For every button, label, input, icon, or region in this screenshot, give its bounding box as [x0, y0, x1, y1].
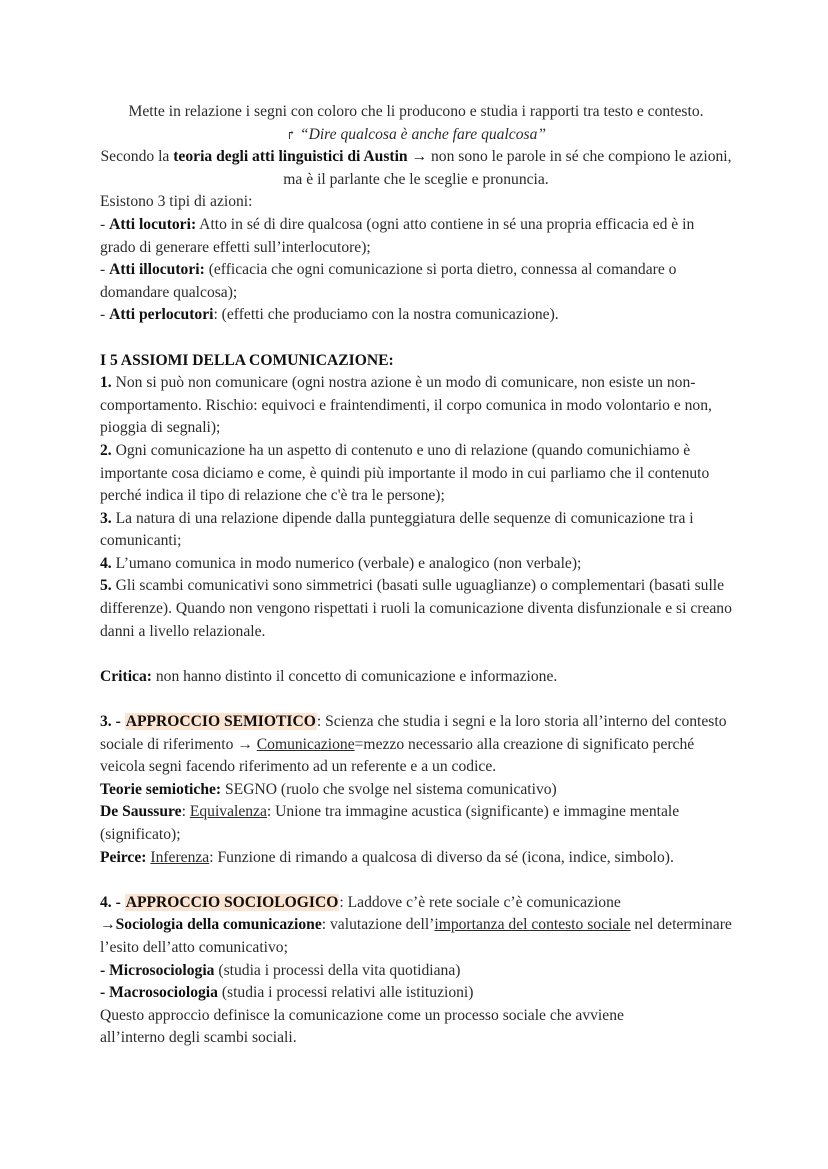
assioma-item — [100, 440, 732, 508]
inferenza-term: Inferenza — [150, 848, 210, 866]
sociologia-text: : valutazione dell’ — [321, 916, 435, 934]
assioma-item — [100, 508, 732, 553]
assioma-number: 4. — [100, 554, 112, 572]
microsociologia — [100, 960, 732, 983]
austin-post: non sono le parole in sé che compiono le azioni, ma è il parlante che le sceglie e pronuncia. — [283, 148, 732, 188]
saussure-text: : Unione tra immagine acustica (significante) e immagine mentale (significato); — [100, 803, 680, 843]
assioma-number: 2. — [100, 441, 112, 459]
macro-text: (studia i processi relativi alle istituzioni) — [217, 984, 474, 1002]
critica-text: non hanno distinto il concetto di comunicazione e informazione. — [151, 667, 558, 685]
equivalenza-term: Equivalenza — [189, 803, 267, 821]
atto-text: Atto in sé di dire qualcosa (ogni atto contiene in sé una propria efficacia ed è in grado di generare effetti sull’interlocutore); — [100, 215, 695, 256]
assioma-item — [100, 553, 732, 576]
teorie-label: Teorie semiotiche: — [100, 780, 222, 798]
semiotico-title: APPROCCIO SEMIOTICO — [125, 713, 316, 731]
conclusione: Questo approccio definisce la comunicazione come un processo sociale che avviene all’interno degli scambi sociali. — [100, 1006, 624, 1047]
austin-pre: Secondo la — [100, 148, 174, 166]
de-saussure — [100, 801, 732, 846]
assioma-number: 5. — [100, 577, 112, 595]
austin-theory — [100, 146, 732, 191]
critica-label: Critica: — [100, 667, 152, 685]
tipi-azioni: Esistono 3 tipi di azioni: — [100, 193, 253, 211]
sociologico-title: APPROCCIO SOCIOLOGICO — [125, 893, 339, 911]
atto-item — [100, 214, 732, 259]
macro-label: - Macrosociologia — [100, 984, 218, 1002]
saussure-label: De Saussure — [100, 803, 182, 821]
semiotico-text: : Scienza che studia i segni e la loro storia all’interno del contesto sociale di riferimento → — [100, 713, 727, 753]
contesto-sociale-term: importanza del contesto sociale — [434, 916, 631, 934]
assioma-text: Gli scambi comunicativi sono simmetrici (basati sulle uguaglianze) o complementari (basati sulle differenze). Quando non vengono rispettati i ruoli la comunicazione diventa disfunzionale e si creano danni a livello relazionale. — [100, 577, 732, 640]
teorie-semiotiche — [100, 779, 732, 802]
spacer — [100, 327, 732, 350]
assioma-item — [100, 372, 732, 440]
atto-text: (efficacia che ogni comunicazione si porta dietro, connessa al comandare o domandare qualcosa); — [100, 261, 677, 301]
atto-label: Atti locutori: — [109, 215, 197, 233]
assioma-text: Non si può non comunicare (ogni nostra azione è un modo di comunicare, non esiste un non-comportamento. Rischio: equivoci e fraintendimenti, il corpo comunica in modo volontario e non, pioggia di segnali); — [100, 374, 712, 437]
quote-text: “Dire qualcosa è anche fare qualcosa” — [299, 125, 547, 143]
atto-prefix: - — [100, 261, 110, 279]
spacer — [100, 688, 732, 711]
atto-text: : (effetti che produciamo con la nostra comunicazione). — [213, 306, 559, 324]
atto-item — [100, 304, 732, 327]
quote-arrow-icon: ↱ — [285, 127, 296, 142]
atto-prefix: - — [100, 215, 110, 233]
critica — [100, 666, 732, 689]
macrosociologia — [100, 982, 732, 1005]
peirce — [100, 847, 732, 870]
saussure-sep: : — [181, 803, 190, 821]
assioma-number: 3. — [100, 509, 112, 527]
assioma-text: L’umano comunica in modo numerico (verbale) e analogico (non verbale); — [111, 554, 582, 572]
semiotico-text-2: =mezzo necessario alla creazione di significato perché veicola segni facendo riferimento ad un referente e a un codice. — [100, 735, 695, 776]
assioma-text: La natura di una relazione dipende dalla punteggiatura delle sequenze di comunicazione tra i comunicanti; — [100, 509, 694, 550]
document-body — [100, 101, 732, 1050]
assiomi-heading: I 5 ASSIOMI DELLA COMUNICAZIONE: — [100, 351, 394, 369]
micro-text: (studia i processi della vita quotidiana) — [214, 961, 461, 979]
peirce-label: Peirce: — [100, 848, 147, 866]
austin-quote — [100, 124, 732, 147]
assioma-item — [100, 575, 732, 643]
semiotico-intro — [100, 711, 732, 779]
teorie-text: SEGNO (ruolo che svolge nel sistema comunicativo) — [221, 780, 557, 798]
sociologia-label: →Sociologia della comunicazione — [100, 916, 322, 934]
sociologia-text-2: nel determinare l’esito dell’atto comunicativo; — [100, 916, 732, 956]
micro-label: - Microsociologia — [100, 961, 215, 979]
spacer — [100, 869, 732, 892]
assioma-number: 1. — [100, 374, 112, 392]
spacer — [100, 643, 732, 666]
comunicazione-term: Comunicazione — [256, 735, 355, 753]
intro-line: Mette in relazione i segni con coloro che li producono e studia i rapporti tra testo e contesto. — [128, 103, 704, 120]
atto-item — [100, 259, 732, 304]
peirce-text: : Funzione di rimando a qualcosa di diverso da sé (icona, indice, simbolo). — [209, 848, 674, 866]
atto-label: Atti perlocutori — [109, 306, 214, 324]
atto-label: Atti illocutori: — [109, 261, 205, 279]
section-number: 3. - — [100, 713, 125, 731]
sociologico-text: : Laddove c’è rete sociale c’è comunicazione — [339, 893, 621, 911]
assioma-text: Ogni comunicazione ha un aspetto di contenuto e uno di relazione (quando comunichiamo è importante cosa diciamo e come, è quindi più importante il modo in cui parliamo che il contenuto perché indica il tipo di relazione che c'è tra le persone); — [100, 441, 710, 505]
section-number: 4. - — [100, 893, 125, 911]
austin-theory-label: teoria degli atti linguistici di Austin → — [173, 148, 428, 166]
atto-prefix: - — [100, 306, 110, 324]
sociologico-intro — [100, 892, 732, 915]
sociologia-comunicazione — [100, 914, 732, 959]
